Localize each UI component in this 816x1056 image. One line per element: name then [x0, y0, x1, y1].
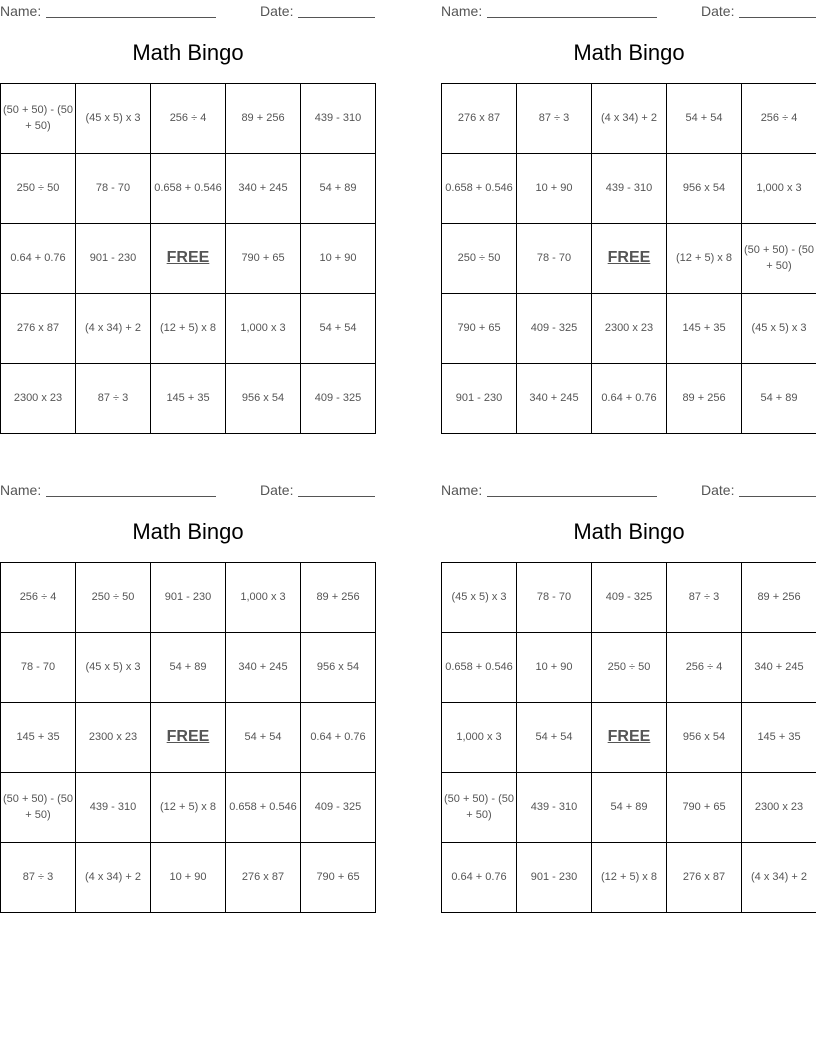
- name-line: [487, 484, 657, 497]
- bingo-cell: 256 ÷ 4: [1, 563, 76, 633]
- grid-row: [442, 843, 816, 913]
- bingo-cell: 0.658 + 0.546: [442, 154, 517, 224]
- name-line: [46, 5, 216, 18]
- card-header: [0, 479, 376, 501]
- date-line: [298, 5, 375, 18]
- free-space: [151, 224, 226, 294]
- bingo-cell: (50 + 50) - (50 + 50): [442, 773, 517, 843]
- bingo-cell: 87 ÷ 3: [517, 84, 592, 154]
- bingo-card: [0, 0, 376, 404]
- bingo-cell: 0.64 + 0.76: [592, 364, 667, 434]
- card-title: Math Bingo: [573, 40, 685, 65]
- bingo-grid: [441, 562, 816, 913]
- free-space: [151, 703, 226, 773]
- bingo-card: [0, 479, 376, 883]
- free-label: FREE: [166, 249, 210, 267]
- name-field: [441, 482, 657, 498]
- bingo-cell: 250 ÷ 50: [1, 154, 76, 224]
- bingo-cell: 256 ÷ 4: [667, 633, 742, 703]
- name-field: [441, 3, 657, 19]
- grid-row: [1, 563, 376, 633]
- grid-row: [442, 563, 816, 633]
- bingo-cell: 276 x 87: [442, 84, 517, 154]
- grid-row: [442, 294, 816, 364]
- bingo-cell: 901 - 230: [442, 364, 517, 434]
- grid-row: [1, 224, 376, 294]
- bingo-cell: 78 - 70: [1, 633, 76, 703]
- bingo-cell: 2300 x 23: [1, 364, 76, 434]
- bingo-cell: 54 + 89: [742, 364, 816, 434]
- bingo-cell: 439 - 310: [592, 154, 667, 224]
- bingo-cell: (50 + 50) - (50 + 50): [742, 224, 816, 294]
- bingo-cell: 54 + 54: [226, 703, 301, 773]
- date-label: Date:: [701, 482, 735, 498]
- bingo-cell: 956 x 54: [301, 633, 376, 703]
- grid-row: [442, 224, 816, 294]
- bingo-cell: 145 + 35: [151, 364, 226, 434]
- bingo-cell: (4 x 34) + 2: [742, 843, 816, 913]
- bingo-grid: [0, 83, 376, 434]
- bingo-cell: 87 ÷ 3: [1, 843, 76, 913]
- bingo-cell: 409 - 325: [301, 773, 376, 843]
- card-header: [441, 0, 816, 22]
- bingo-cell: 0.64 + 0.76: [301, 703, 376, 773]
- bingo-cell: (45 x 5) x 3: [442, 563, 517, 633]
- bingo-cell: 901 - 230: [76, 224, 151, 294]
- grid-row: [1, 773, 376, 843]
- bingo-cell: 54 + 89: [301, 154, 376, 224]
- bingo-cell: 340 + 245: [226, 633, 301, 703]
- bingo-cell: 87 ÷ 3: [667, 563, 742, 633]
- bingo-grid: [0, 562, 376, 913]
- bingo-cell: 790 + 65: [226, 224, 301, 294]
- name-label: Name:: [441, 482, 483, 498]
- bingo-cell: 54 + 54: [667, 84, 742, 154]
- card-header: [0, 0, 376, 22]
- bingo-cell: 87 ÷ 3: [76, 364, 151, 434]
- card-title: Math Bingo: [132, 40, 244, 65]
- bingo-cell: 439 - 310: [301, 84, 376, 154]
- bingo-cell: (4 x 34) + 2: [76, 843, 151, 913]
- bingo-cell: 10 + 90: [517, 154, 592, 224]
- bingo-cell: 276 x 87: [667, 843, 742, 913]
- bingo-cell: 1,000 x 3: [742, 154, 816, 224]
- date-field: [701, 3, 816, 19]
- bingo-cell: 0.64 + 0.76: [442, 843, 517, 913]
- grid-row: [442, 154, 816, 224]
- bingo-cell: (12 + 5) x 8: [151, 294, 226, 364]
- bingo-cell: 2300 x 23: [742, 773, 816, 843]
- name-field: [0, 3, 216, 19]
- bingo-cell: 89 + 256: [301, 563, 376, 633]
- bingo-cell: 54 + 54: [301, 294, 376, 364]
- grid-row: [1, 154, 376, 224]
- bingo-cell: 10 + 90: [517, 633, 592, 703]
- bingo-cell: 790 + 65: [442, 294, 517, 364]
- bingo-cell: 256 ÷ 4: [151, 84, 226, 154]
- grid-row: [442, 703, 816, 773]
- date-field: [260, 482, 375, 498]
- bingo-cell: (45 x 5) x 3: [76, 633, 151, 703]
- grid-row: [1, 364, 376, 434]
- bingo-grid: [441, 83, 816, 434]
- bingo-cell: 54 + 89: [151, 633, 226, 703]
- bingo-cell: 409 - 325: [517, 294, 592, 364]
- bingo-cell: 0.658 + 0.546: [151, 154, 226, 224]
- card-title: Math Bingo: [573, 519, 685, 544]
- bingo-card: [441, 479, 816, 883]
- bingo-cell: 1,000 x 3: [226, 294, 301, 364]
- bingo-cell: 10 + 90: [151, 843, 226, 913]
- bingo-cell: 276 x 87: [226, 843, 301, 913]
- bingo-cell: 340 + 245: [742, 633, 816, 703]
- bingo-cell: 89 + 256: [226, 84, 301, 154]
- bingo-cell: 956 x 54: [667, 703, 742, 773]
- bingo-cell: 439 - 310: [517, 773, 592, 843]
- bingo-cell: (45 x 5) x 3: [76, 84, 151, 154]
- bingo-cell: 790 + 65: [667, 773, 742, 843]
- bingo-cell: 78 - 70: [76, 154, 151, 224]
- bingo-cell: 1,000 x 3: [226, 563, 301, 633]
- date-field: [260, 3, 375, 19]
- grid-row: [442, 364, 816, 434]
- grid-row: [1, 84, 376, 154]
- bingo-cell: 439 - 310: [76, 773, 151, 843]
- bingo-cell: 0.64 + 0.76: [1, 224, 76, 294]
- bingo-cell: 89 + 256: [742, 563, 816, 633]
- free-label: FREE: [607, 728, 651, 746]
- grid-row: [442, 84, 816, 154]
- bingo-cell: (12 + 5) x 8: [667, 224, 742, 294]
- bingo-cell: 901 - 230: [517, 843, 592, 913]
- name-line: [46, 484, 216, 497]
- bingo-cell: (12 + 5) x 8: [592, 843, 667, 913]
- bingo-cell: 145 + 35: [742, 703, 816, 773]
- bingo-card: [441, 0, 816, 404]
- name-label: Name:: [0, 482, 42, 498]
- grid-row: [1, 843, 376, 913]
- grid-row: [1, 633, 376, 703]
- date-label: Date:: [701, 3, 735, 19]
- bingo-cell: 54 + 89: [592, 773, 667, 843]
- date-field: [701, 482, 816, 498]
- free-label: FREE: [607, 249, 651, 267]
- bingo-cell: 0.658 + 0.546: [226, 773, 301, 843]
- date-label: Date:: [260, 3, 294, 19]
- bingo-cell: 54 + 54: [517, 703, 592, 773]
- name-line: [487, 5, 657, 18]
- bingo-cell: (50 + 50) - (50 + 50): [1, 84, 76, 154]
- name-field: [0, 482, 216, 498]
- free-space: [592, 224, 667, 294]
- grid-row: [442, 633, 816, 703]
- bingo-cell: 1,000 x 3: [442, 703, 517, 773]
- bingo-cell: 145 + 35: [667, 294, 742, 364]
- card-title: Math Bingo: [132, 519, 244, 544]
- free-label: FREE: [166, 728, 210, 746]
- bingo-cell: 0.658 + 0.546: [442, 633, 517, 703]
- bingo-cell: (45 x 5) x 3: [742, 294, 816, 364]
- date-line: [298, 484, 375, 497]
- bingo-cell: (4 x 34) + 2: [76, 294, 151, 364]
- bingo-cell: 145 + 35: [1, 703, 76, 773]
- bingo-cell: 956 x 54: [667, 154, 742, 224]
- date-label: Date:: [260, 482, 294, 498]
- name-label: Name:: [441, 3, 483, 19]
- bingo-cell: 78 - 70: [517, 224, 592, 294]
- bingo-cell: 340 + 245: [226, 154, 301, 224]
- date-line: [739, 5, 816, 18]
- bingo-cell: 10 + 90: [301, 224, 376, 294]
- bingo-cell: 901 - 230: [151, 563, 226, 633]
- free-space: [592, 703, 667, 773]
- bingo-cell: 409 - 325: [301, 364, 376, 434]
- bingo-cell: 250 ÷ 50: [76, 563, 151, 633]
- grid-row: [442, 773, 816, 843]
- bingo-cell: 78 - 70: [517, 563, 592, 633]
- bingo-cell: 2300 x 23: [76, 703, 151, 773]
- name-label: Name:: [0, 3, 42, 19]
- grid-row: [1, 703, 376, 773]
- bingo-cell: 790 + 65: [301, 843, 376, 913]
- bingo-cell: 89 + 256: [667, 364, 742, 434]
- bingo-cell: 250 ÷ 50: [592, 633, 667, 703]
- bingo-cell: 2300 x 23: [592, 294, 667, 364]
- bingo-cell: 340 + 245: [517, 364, 592, 434]
- bingo-cell: 250 ÷ 50: [442, 224, 517, 294]
- grid-row: [1, 294, 376, 364]
- bingo-cell: 956 x 54: [226, 364, 301, 434]
- bingo-cell: 409 - 325: [592, 563, 667, 633]
- bingo-cell: 256 ÷ 4: [742, 84, 816, 154]
- bingo-cell: (50 + 50) - (50 + 50): [1, 773, 76, 843]
- bingo-cell: (12 + 5) x 8: [151, 773, 226, 843]
- bingo-cell: (4 x 34) + 2: [592, 84, 667, 154]
- bingo-cell: 276 x 87: [1, 294, 76, 364]
- card-header: [441, 479, 816, 501]
- date-line: [739, 484, 816, 497]
